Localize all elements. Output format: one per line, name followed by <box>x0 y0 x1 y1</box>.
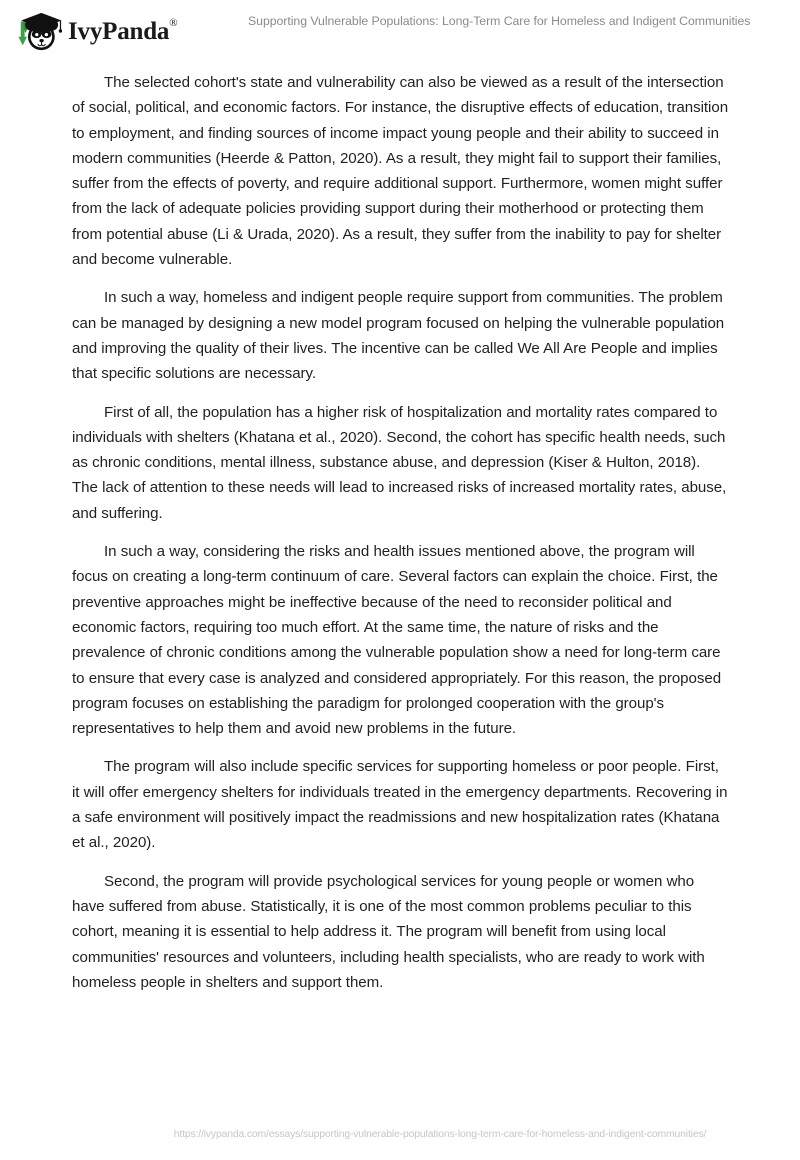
paragraph: The selected cohort's state and vulnerability can also be viewed as a result of the intersection of social, political, and economic factors. For instance, the disruptive effects of education, transition to employment, and finding sources of income impact young people and their ability to succeed in modern communities (Heerde & Patton, 2020). As a result, they might fail to support their families, suffer from the effects of poverty, and require additional support. Furthermore, women might suffer from the lack of adequate policies providing support during their motherhood or protecting them from potential abuse (Li & Urada, 2020). As a result, they suffer from the inability to pay for shelter and become vulnerable. <box>72 74 729 269</box>
brand-logo[interactable] <box>14 9 177 53</box>
panda-graduation-cap-logo-icon <box>14 9 62 53</box>
page-footer <box>0 1120 800 1160</box>
registered-trademark-icon: ® <box>169 17 178 30</box>
paragraph: The program will also include specific services for supporting homeless or poor people. First, it will offer emergency shelters for individuals treated in the emergency departments. Recovering in a safe environment will positively impact the readmissions and new hospitalization rates (Khatana et al., 2020). <box>72 758 728 852</box>
source-url-link[interactable]: https://ivypanda.com/essays/supporting-vulnerable-populations-long-term-care-for-homeless-and-indigent-communities/ <box>173 1129 707 1140</box>
document-body <box>72 70 730 1008</box>
brand-name-text: IvyPanda <box>68 17 170 45</box>
paragraph: In such a way, homeless and indigent people require support from communities. The problem can be managed by designing a new model program focused on helping the vulnerable population and improving the quality of their lives. The incentive can be called We All Are People and implies that specific solutions are necessary. <box>72 289 725 383</box>
brand-wordmark <box>68 19 177 44</box>
paragraph: Second, the program will provide psychological services for young people or women who have suffered from abuse. Statistically, it is one of the most common problems peculiar to this cohort, meaning it is essential to help address it. The program will benefit from using local communities' resources and volunteers, including health specialists, who are ready to work with homeless people in shelters and support them. <box>72 872 705 991</box>
paragraph: In such a way, considering the risks and health issues mentioned above, the program will focus on creating a long-term continuum of care. Several factors can explain the choice. First, the preventive approaches might be ineffective because of the need to reconsider political and economic factors, requiring too much effort. At the same time, the nature of risks and the prevalence of chronic conditions among the vulnerable population show a need for long-term care to ensure that every case is analyzed and considered appropriately. For this reason, the proposed program focuses on establishing the paradigm for prolonged cooperation with the group's representatives to help them and avoid new problems in the future. <box>72 543 722 738</box>
page-header <box>0 0 800 62</box>
document-title-header: Supporting Vulnerable Populations: Long-Term Care for Homeless and Indigent Communities <box>248 14 751 28</box>
paragraph: First of all, the population has a higher risk of hospitalization and mortality rates compared to individuals with shelters (Khatana et al., 2020). Second, the cohort has specific health needs, such as chronic conditions, mental illness, substance abuse, and depression (Kiser & Hulton, 2018). The lack of attention to these needs will lead to increased risks of increased mortality rates, abuse, and suffering. <box>72 403 727 522</box>
